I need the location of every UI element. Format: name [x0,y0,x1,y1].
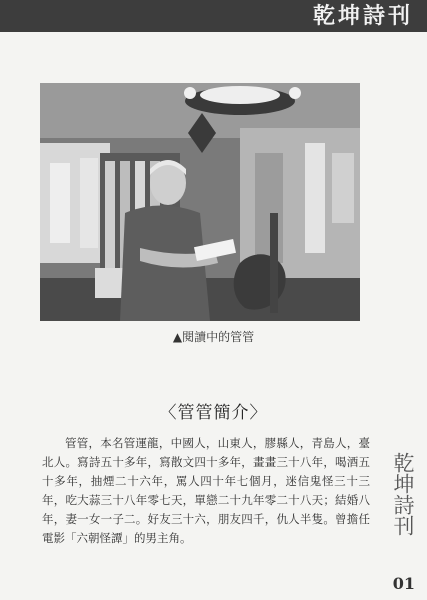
page-number: 01 [392,574,415,593]
photo-caption: ▲閱讀中的管管 [172,330,255,344]
journal-title: 乾坤詩刊 [312,3,413,29]
side-journal-title: 乾坤詩刊 [391,452,415,536]
photo-reading [40,83,360,321]
photo-illustration [40,83,360,321]
header-bar [0,0,427,32]
section-heading: 〈管管簡介〉 [159,403,268,423]
biography-text: 管管，本名管運龍，中國人，山東人，膠縣人，青島人，臺北人。寫詩五十多年，寫散文四十多年，畫畫三十八年，喝酒五十多年，抽煙二十六年，罵人四十年七個月，迷信鬼怪三十三年，吃大蒜三十八年零七天，單戀二十九年零二十八天；結婚八年，妻一女一子二。好友三十六，朋友四千，仇人半隻。曾擔任電影「六朝怪譚」的男主角。 [42,436,370,545]
